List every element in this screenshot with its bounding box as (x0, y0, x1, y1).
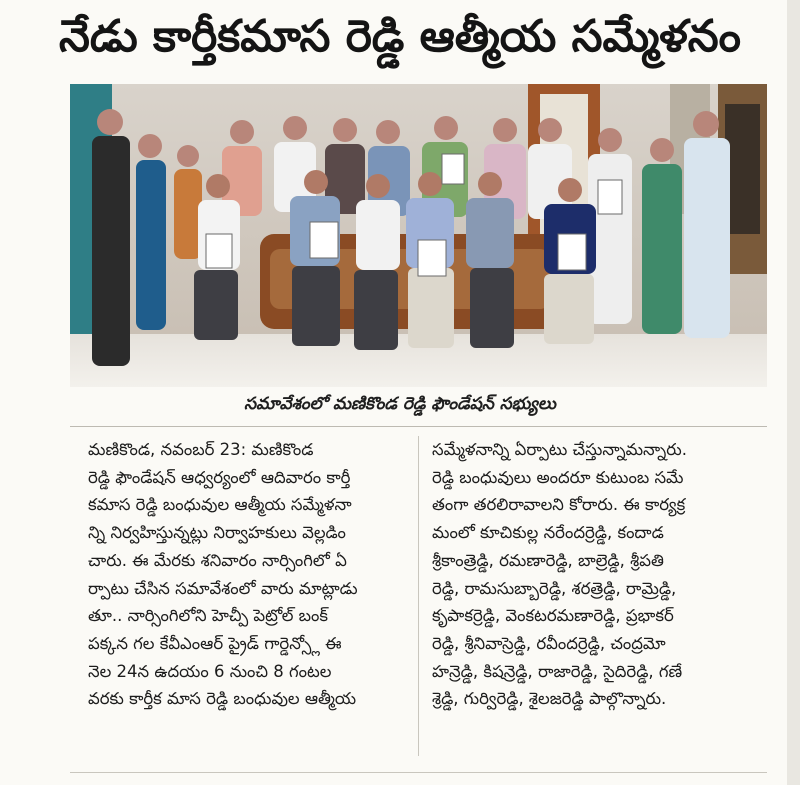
article-line: రెడ్డి, రామసుబ్బారెడ్డి, శరత్రెడ్డి, రామ్రెడ్డి, (432, 578, 677, 598)
article-line: రెడ్డి ఫౌండేషన్ ఆధ్వర్యంలో ఆదివారం కార్తీ (88, 467, 351, 487)
article-column-left (88, 436, 418, 713)
article-line: రెడ్డి బంధువులు అందరూ కుటుంబ సమే (432, 467, 684, 487)
article-column-right (432, 436, 762, 713)
caption-divider (70, 426, 767, 427)
article-line: రెడ్డి, శ్రీనివాస్రెడ్డి, రవీందర్రెడ్డి, చంద్రమో (432, 633, 666, 653)
article-line: సమ్మేళనాన్ని ఏర్పాటు చేస్తున్నామన్నారు. (432, 440, 687, 459)
headline: నేడు కార్తీకమాస రెడ్డి ఆత్మీయ సమ్మేళనం (59, 11, 741, 62)
article-line: శ్రెడ్డి, గుర్విరెడ్డి, శైలజరెడ్డి పాల్గొన్నారు. (432, 689, 667, 709)
page-edge (787, 0, 800, 785)
group-photo-illustration (70, 84, 767, 387)
article-line: పక్కన గల కేవీఎంఆర్ ప్రైడ్ గార్డెన్స్లో ఈ (88, 633, 342, 653)
article-line: కృపాకర్రెడ్డి, వెంకటరమణారెడ్డి, ప్రభాకర్ (432, 606, 674, 626)
column-divider (418, 436, 419, 756)
photo-caption: సమావేశంలో మణికొండ రెడ్డి ఫౌండేషన్ సభ్యులు (244, 394, 556, 414)
group-photo (70, 84, 767, 387)
article-line: హన్రెడ్డి, కిషన్రెడ్డి, రాజారెడ్డి, సైదిరెడ్డి, గణే (432, 661, 683, 681)
article-line: వరకు కార్తీక మాస రెడ్డి బంధువుల ఆత్మీయ (88, 689, 357, 709)
article-line: న్ని నిర్వహిస్తున్నట్లు నిర్వాహకులు వెల్లడిం (88, 523, 346, 543)
article-line: చారు. ఈ మేరకు శనివారం నార్సింగిలో ఏ (88, 550, 347, 570)
bottom-divider (70, 772, 767, 773)
article-line: నెల 24న ఉదయం 6 నుంచి 8 గంటల (88, 661, 332, 681)
article-line: శ్రీకాంత్రెడ్డి, రమణారెడ్డి, బాల్రెడ్డి, శ్రీపతి (432, 550, 664, 570)
article-line: మణికొండ, నవంబర్ 23: మణికొండ (88, 440, 314, 459)
article-line: మంలో కూచికుల్ల నరేందర్రెడ్డి, కందాడ (432, 523, 664, 543)
article-line: తూ.. నార్సింగిలోని హెచ్పీ పెట్రోల్ బంక్ (88, 606, 328, 626)
article-line: తంగా తరలిరావాలని కోరారు. ఈ కార్యక్ర (432, 495, 686, 515)
article-line: కమాస రెడ్డి బంధువుల ఆత్మీయ సమ్మేళనా (88, 495, 352, 515)
article-line: ర్పాటు చేసిన సమావేశంలో వారు మాట్లాడు (88, 578, 358, 598)
